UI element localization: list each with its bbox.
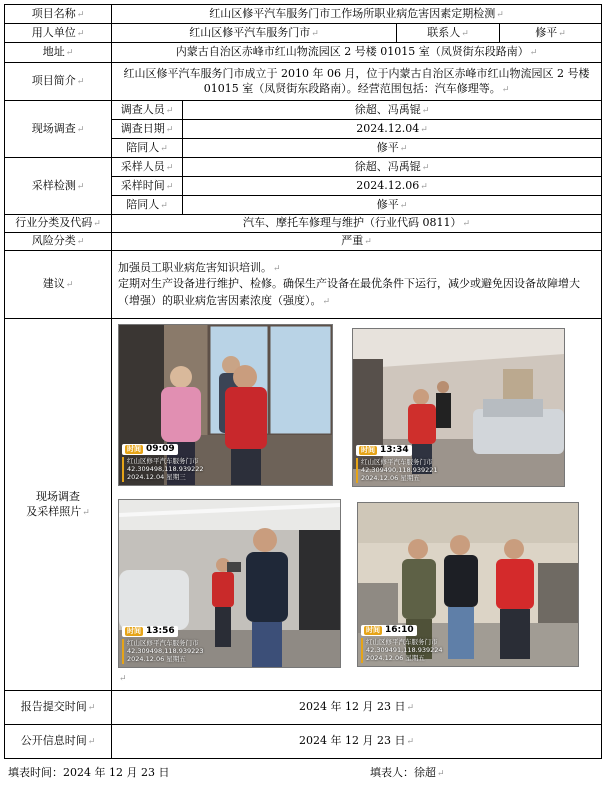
survey-accompany-value: 修平↵ xyxy=(183,139,602,158)
photo-2-shop: 红山区修平汽车服务门市 xyxy=(361,458,433,467)
photo-3-time-tag: 时间 xyxy=(127,626,141,635)
photos-label-line-1: 现场调查 xyxy=(36,489,80,503)
photo-4-coords: 42.309491,118.939224 xyxy=(366,646,443,655)
public-time-label: 公开信息时间↵ xyxy=(5,725,112,759)
photo-4-time-tag: 时间 xyxy=(366,625,380,634)
photo-2-stamp xyxy=(356,445,438,483)
photo-4-stamp xyxy=(361,625,443,663)
sampling-label: 采样检测↵ xyxy=(5,158,112,215)
photo-4-shop: 红山区修平汽车服务门市 xyxy=(366,638,438,647)
sampling-time-label: 采样时间↵ xyxy=(112,177,183,196)
photo-2-coords: 42.309490,118.939221 xyxy=(361,466,438,475)
survey-date-label: 调查日期↵ xyxy=(112,120,183,139)
report-time-label: 报告提交时间↵ xyxy=(5,691,112,725)
photos-label-line-2: 及采样照片↵ xyxy=(26,504,90,518)
site-photo-1 xyxy=(118,324,333,486)
photos-paragraph-mark: ↵ xyxy=(119,674,127,685)
contact-value: 修平↵ xyxy=(500,24,602,43)
project-name-value: 红山区修平汽车服务门市工作场所职业病危害因素定期检测↵ xyxy=(112,5,602,24)
sampling-accompany-label: 陪同人↵ xyxy=(112,196,183,215)
sampling-accompany-value: 修平↵ xyxy=(183,196,602,215)
risk-value: 严重↵ xyxy=(112,233,602,251)
photo-3-stamp xyxy=(122,626,204,664)
industry-value: 汽车、摩托车修理与维护（行业代码 0811）↵ xyxy=(112,215,602,233)
intro-value: 红山区修平汽车服务门市成立于 2010 年 06 月，位于内蒙古自治区赤峰市红山物流园区 2 号楼 01015 室（凤贤街东段路南）。经营范围包括：汽车修理等。↵ xyxy=(112,63,602,101)
photo-1-shop: 红山区修平汽车服务门市 xyxy=(127,457,199,466)
photo-2-time-tag: 时间 xyxy=(361,445,375,454)
sampling-time-value: 2024.12.06↵ xyxy=(183,177,602,196)
risk-label: 风险分类↵ xyxy=(5,233,112,251)
site-photo-4 xyxy=(357,502,579,667)
photo-1-time-tag: 时间 xyxy=(127,444,141,453)
filler: 填表人：徐超↵ xyxy=(370,766,445,779)
employer-value: 红山区修平汽车服务门市↵ xyxy=(112,24,397,43)
fill-time: 填表时间：2024 年 12 月 23 日 xyxy=(8,766,170,779)
photos-label xyxy=(5,319,112,691)
photo-4-time: 16:10 xyxy=(385,624,414,635)
advice-line-1: 加强员工职业病危害知识培训。↵ xyxy=(118,260,281,274)
survey-staff-value: 徐超、冯禹锟↵ xyxy=(183,101,602,120)
photo-3-date: 2024.12.06 星期五 xyxy=(127,655,186,664)
photo-2-time: 13:34 xyxy=(380,444,409,455)
site-photo-2 xyxy=(352,328,565,487)
report-time-value: 2024 年 12 月 23 日↵ xyxy=(112,691,602,725)
survey-label: 现场调查↵ xyxy=(5,101,112,158)
industry-label: 行业分类及代码↵ xyxy=(5,215,112,233)
advice-value xyxy=(112,251,602,319)
project-name-label: 项目名称↵ xyxy=(5,5,112,24)
survey-date-value: 2024.12.04↵ xyxy=(183,120,602,139)
photos-cell xyxy=(112,319,602,691)
survey-staff-label: 调查人员↵ xyxy=(112,101,183,120)
address-label: 地址↵ xyxy=(5,43,112,63)
photo-2-date: 2024.12.06 星期五 xyxy=(361,474,420,483)
photo-1-time: 09:09 xyxy=(146,443,175,454)
intro-label: 项目简介↵ xyxy=(5,63,112,101)
photo-3-time: 13:56 xyxy=(146,625,175,636)
photo-3-shop: 红山区修平汽车服务门市 xyxy=(127,639,199,648)
site-photo-3 xyxy=(118,499,341,668)
sampling-staff-value: 徐超、冯禹锟↵ xyxy=(183,158,602,177)
public-time-value: 2024 年 12 月 23 日↵ xyxy=(112,725,602,759)
photo-4-date: 2024.12.06 星期五 xyxy=(366,654,425,663)
sampling-staff-label: 采样人员↵ xyxy=(112,158,183,177)
employer-label: 用人单位↵ xyxy=(5,24,112,43)
survey-accompany-label: 陪同人↵ xyxy=(112,139,183,158)
disclosure-table xyxy=(4,4,602,759)
photo-1-date: 2024.12.04 星期三 xyxy=(127,473,186,482)
advice-label: 建议↵ xyxy=(5,251,112,319)
contact-label: 联系人↵ xyxy=(397,24,500,43)
advice-line-2: 定期对生产设备进行维护、检修。确保生产设备在最优条件下运行，减少或避免因设备故障增大（增强）的职业病危害因素浓度（强度）。↵ xyxy=(118,277,580,307)
address-value: 内蒙古自治区赤峰市红山物流园区 2 号楼 01015 室（凤贤街东段路南）↵ xyxy=(112,43,602,63)
photo-1-coords: 42.309498,118.939222 xyxy=(127,465,204,474)
photo-1-stamp xyxy=(122,444,204,482)
photo-3-coords: 42.309498,118.939223 xyxy=(127,647,204,656)
